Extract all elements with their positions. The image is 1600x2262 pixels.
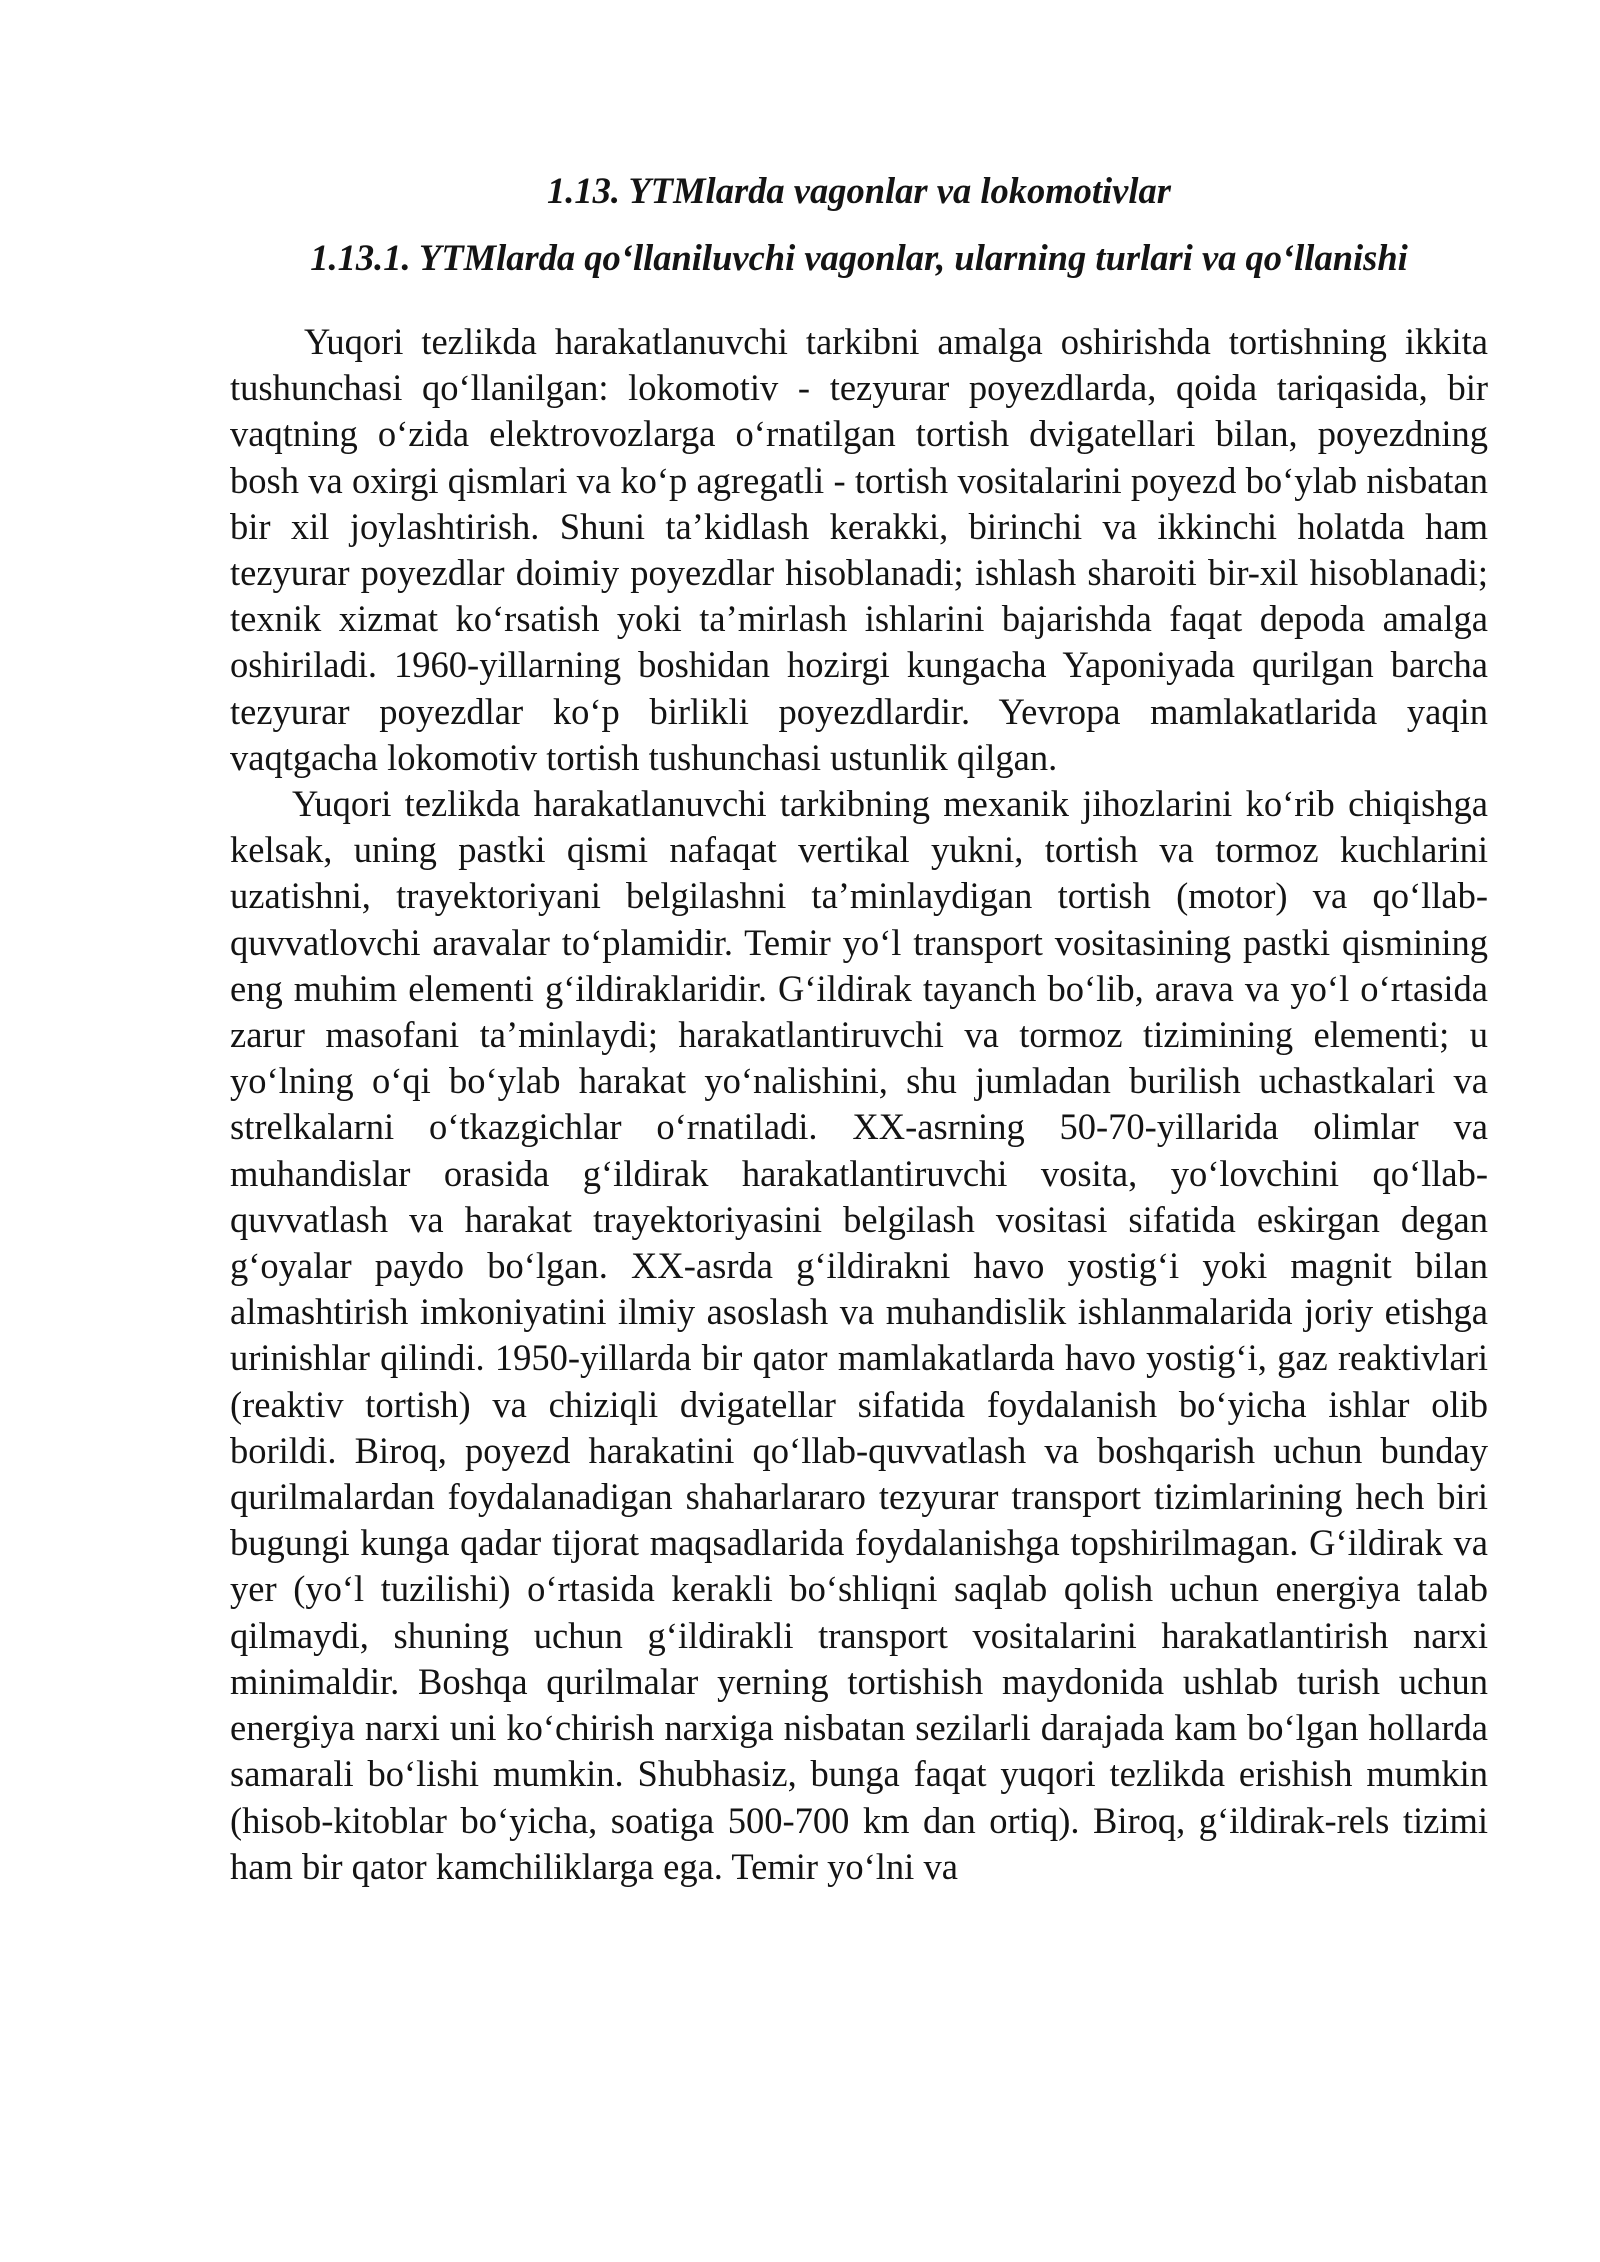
paragraph-1: Yuqori tezlikda harakatlanuvchi tarkibni amalga oshirishda tortishning ikkita tushunchasi qo‘llanilgan: lokomotiv - tezyurar poyezdlarda, qoida tariqasida, bir vaqtning o‘zida elektrovozlarga o‘rnatilgan tortish dvigatellari bilan, poyezdning bosh va oxirgi qismlari va ko‘p agregatli - tortish vositalarini poyezd bo‘ylab nisbatan bir xil joylashtirish. Shuni ta’kidlash kerakki, birinchi va ikkinchi holatda ham tezyurar poyezdlar doimiy poyezdlar hisoblanadi; ishlash sharoiti bir-xil hisoblanadi; texnik xizmat ko‘rsatish yoki ta’mirlash ishlarini bajarishda faqat depoda amalga oshiriladi. 1960-yillarning boshidan hozirgi kungacha Yaponiyada qurilgan barcha tezyurar poyezdlar ko‘p birlikli poyezdlardir. Yevropa mamlakatlarida yaqin vaqtgacha lokomotiv tortish tushunchasi ustunlik qilgan. — [230, 321, 1488, 778]
paragraph-2: Yuqori tezlikda harakatlanuvchi tarkibning mexanik jihozlarini ko‘rib chiqishga kelsak, uning pastki qismi nafaqat vertikal yukni, tortish va tormoz kuchlarini uzatishni, trayektoriyani belgilashni ta’minlaydigan tortish (motor) va qo‘llab-quvvatlovchi aravalar to‘plamidir. Temir yo‘l transport vositasining pastki qismining eng muhim elementi g‘ildiraklaridir. G‘ildirak tayanch bo‘lib, arava va yo‘l o‘rtasida zarur masofani ta’minlaydi; harakatlantiruvchi va tormoz tizimining elementi; u yo‘lning o‘qi bo‘ylab harakat yo‘nalishini, shu jumladan burilish uchastkalari va strelkalarni o‘tkazgichlar o‘rnatiladi. XX-asrning 50-70-yillarida olimlar va muhandislar orasida g‘ildirak harakatlantiruvchi vosita, yo‘lovchini qo‘llab-quvvatlash va harakat trayektoriyasini belgilash vositasi sifatida eskirgan degan g‘oyalar paydo bo‘lgan. XX-asrda g‘ildirakni havo yostig‘i yoki magnit bilan almashtirish imkoniyatini ilmiy asoslash va muhandislik ishlanmalarida joriy etishga urinishlar qilindi. 1950-yillarda bir qator mamlakatlarda havo yostig‘i, gaz reaktivlari (reaktiv tortish) va chiziqli dvigatellar sifatida foydalanish bo‘yicha ishlar olib borildi. Biroq, poyezd harakatini qo‘llab-quvvatlash va boshqarish uchun bunday qurilmalardan foydalanadigan shaharlararo tezyurar transport tizimlarining hech biri bugungi kunga qadar tijorat maqsadlarida foydalanishga topshirilmagan. G‘ildirak va yer (yo‘l tuzilishi) o‘rtasida kerakli bo‘shliqni saqlab qolish uchun energiya talab qilmaydi, shuning uchun g‘ildirakli transport vositalarini harakatlantirish narxi minimaldir. Boshqa qurilmalar yerning tortishish maydonida ushlab turish uchun energiya narxi uni ko‘chirish narxiga nisbatan sezilarli darajada kam bo‘lgan hollarda samarali bo‘lishi mumkin. Shubhasiz, bunga faqat yuqori tezlikda erishish mumkin (hisob-kitoblar bo‘yicha, soatiga 500-700 km dan ortiq). Biroq, g‘ildirak-rels tizimi ham bir qator kamchiliklarga ega. Temir yo‘lni va — [230, 783, 1488, 1887]
section-title: 1.13. YTMlarda vagonlar va lokomotivlar — [547, 170, 1171, 211]
body-text — [230, 319, 1488, 1890]
document-page — [230, 168, 1488, 1890]
subsection-title: 1.13.1. YTMlarda qo‘llaniluvchi vagonlar, ularning turlari va qo‘llanishi — [310, 237, 1408, 278]
